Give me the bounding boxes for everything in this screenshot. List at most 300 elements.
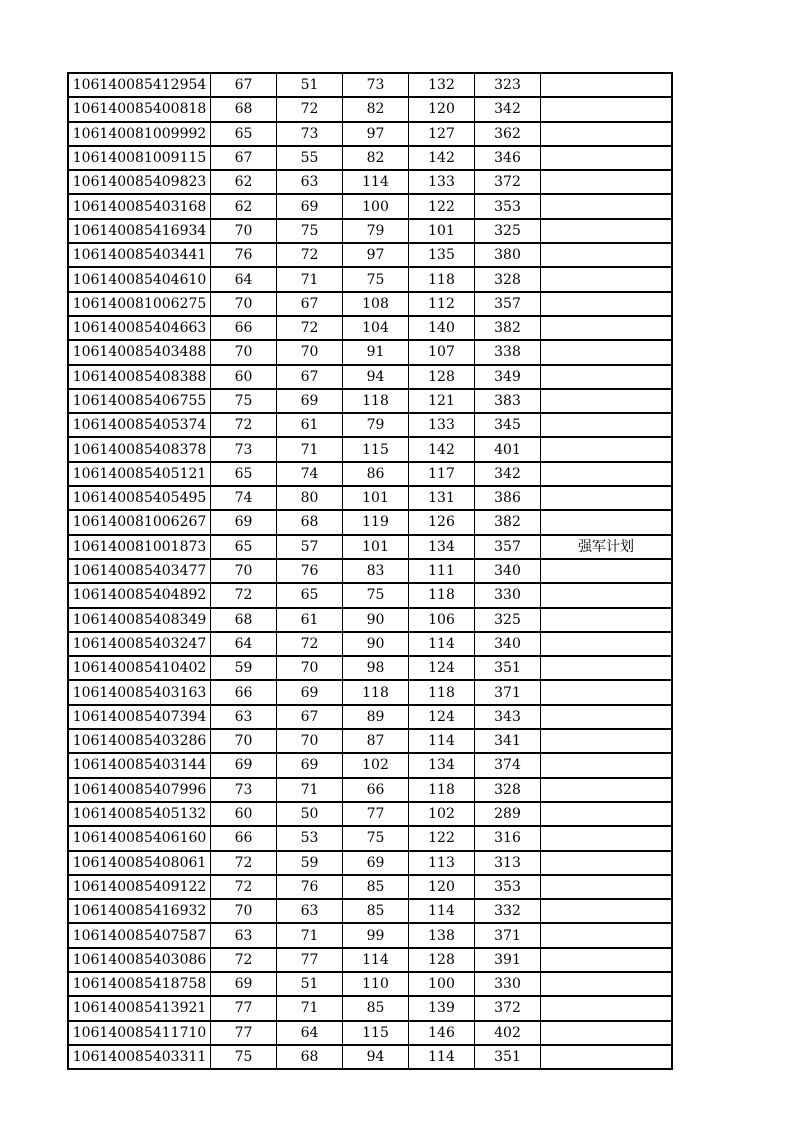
- remark-cell: [541, 680, 673, 704]
- score-cell-4: 111: [409, 559, 475, 583]
- total-score-cell: 401: [475, 437, 541, 461]
- score-cell-1: 72: [211, 851, 277, 875]
- score-cell-4: 139: [409, 996, 475, 1020]
- total-score-cell: 353: [475, 194, 541, 218]
- score-cell-3: 75: [343, 267, 409, 291]
- candidate-id-cell: 106140081006275: [68, 292, 211, 316]
- score-cell-4: 133: [409, 413, 475, 437]
- candidate-id-cell: 106140085408061: [68, 851, 211, 875]
- score-cell-1: 70: [211, 219, 277, 243]
- score-cell-2: 53: [277, 826, 343, 850]
- score-cell-3: 82: [343, 146, 409, 170]
- candidate-id-cell: 106140085410402: [68, 656, 211, 680]
- score-cell-2: 57: [277, 535, 343, 559]
- score-cell-4: 142: [409, 146, 475, 170]
- score-cell-1: 60: [211, 802, 277, 826]
- score-cell-2: 69: [277, 753, 343, 777]
- candidate-id-cell: 106140085407587: [68, 923, 211, 947]
- score-cell-3: 75: [343, 583, 409, 607]
- score-cell-2: 67: [277, 292, 343, 316]
- remark-cell: [541, 559, 673, 583]
- score-cell-4: 113: [409, 851, 475, 875]
- candidate-id-cell: 106140085403441: [68, 243, 211, 267]
- score-cell-2: 61: [277, 608, 343, 632]
- score-cell-1: 65: [211, 122, 277, 146]
- table-row: [68, 146, 672, 170]
- score-cell-3: 79: [343, 219, 409, 243]
- score-cell-2: 69: [277, 389, 343, 413]
- score-cell-1: 76: [211, 243, 277, 267]
- candidate-id-cell: 106140085403286: [68, 729, 211, 753]
- score-cell-2: 63: [277, 170, 343, 194]
- table-row: [68, 194, 672, 218]
- score-cell-2: 74: [277, 462, 343, 486]
- table-row: [68, 559, 672, 583]
- candidate-id-cell: 106140081006267: [68, 510, 211, 534]
- score-cell-1: 64: [211, 632, 277, 656]
- remark-cell: [541, 1045, 673, 1069]
- score-cell-2: 70: [277, 340, 343, 364]
- score-cell-4: 126: [409, 510, 475, 534]
- score-cell-2: 59: [277, 851, 343, 875]
- score-cell-2: 76: [277, 559, 343, 583]
- score-cell-3: 98: [343, 656, 409, 680]
- total-score-cell: 328: [475, 267, 541, 291]
- score-cell-4: 122: [409, 826, 475, 850]
- remark-cell: [541, 802, 673, 826]
- score-cell-2: 72: [277, 316, 343, 340]
- candidate-id-cell: 106140085409122: [68, 875, 211, 899]
- candidate-id-cell: 106140085413921: [68, 996, 211, 1020]
- score-cell-2: 77: [277, 948, 343, 972]
- score-cell-3: 99: [343, 923, 409, 947]
- score-cell-2: 64: [277, 1021, 343, 1045]
- total-score-cell: 382: [475, 510, 541, 534]
- total-score-cell: 340: [475, 632, 541, 656]
- remark-cell: [541, 73, 673, 97]
- score-cell-1: 72: [211, 413, 277, 437]
- total-score-cell: 357: [475, 535, 541, 559]
- score-cell-2: 69: [277, 680, 343, 704]
- score-cell-1: 75: [211, 1045, 277, 1069]
- table-row: [68, 1045, 672, 1069]
- remark-cell: [541, 365, 673, 389]
- score-cell-3: 75: [343, 826, 409, 850]
- remark-cell: [541, 875, 673, 899]
- score-cell-3: 83: [343, 559, 409, 583]
- table-row: [68, 97, 672, 121]
- score-cell-2: 76: [277, 875, 343, 899]
- candidate-id-cell: 106140085403311: [68, 1045, 211, 1069]
- total-score-cell: 351: [475, 656, 541, 680]
- table-row: [68, 851, 672, 875]
- total-score-cell: 374: [475, 753, 541, 777]
- total-score-cell: 362: [475, 122, 541, 146]
- table-row: [68, 948, 672, 972]
- score-cell-1: 72: [211, 948, 277, 972]
- score-cell-3: 82: [343, 97, 409, 121]
- candidate-id-cell: 106140085404610: [68, 267, 211, 291]
- score-cell-1: 70: [211, 729, 277, 753]
- table-row: [68, 632, 672, 656]
- remark-cell: 强军计划: [541, 535, 673, 559]
- table-row: [68, 899, 672, 923]
- score-cell-4: 114: [409, 729, 475, 753]
- score-cell-4: 140: [409, 316, 475, 340]
- total-score-cell: 323: [475, 73, 541, 97]
- remark-cell: [541, 826, 673, 850]
- score-cell-1: 77: [211, 996, 277, 1020]
- score-cell-4: 120: [409, 97, 475, 121]
- remark-cell: [541, 923, 673, 947]
- score-cell-3: 90: [343, 632, 409, 656]
- score-cell-2: 71: [277, 923, 343, 947]
- score-cell-1: 66: [211, 826, 277, 850]
- score-cell-4: 124: [409, 705, 475, 729]
- remark-cell: [541, 632, 673, 656]
- remark-cell: [541, 729, 673, 753]
- score-cell-2: 55: [277, 146, 343, 170]
- score-cell-2: 72: [277, 243, 343, 267]
- score-cell-3: 114: [343, 948, 409, 972]
- score-cell-4: 133: [409, 170, 475, 194]
- score-cell-1: 72: [211, 583, 277, 607]
- score-cell-3: 79: [343, 413, 409, 437]
- remark-cell: [541, 267, 673, 291]
- score-cell-1: 72: [211, 875, 277, 899]
- remark-cell: [541, 899, 673, 923]
- candidate-id-cell: 106140085400818: [68, 97, 211, 121]
- score-cell-2: 67: [277, 705, 343, 729]
- total-score-cell: 338: [475, 340, 541, 364]
- table-row: [68, 510, 672, 534]
- score-cell-2: 61: [277, 413, 343, 437]
- total-score-cell: 357: [475, 292, 541, 316]
- score-cell-3: 104: [343, 316, 409, 340]
- score-cell-3: 108: [343, 292, 409, 316]
- table-row: [68, 875, 672, 899]
- table-row: [68, 923, 672, 947]
- score-cell-4: 131: [409, 486, 475, 510]
- score-cell-2: 71: [277, 996, 343, 1020]
- score-cell-4: 134: [409, 753, 475, 777]
- score-cell-3: 115: [343, 1021, 409, 1045]
- score-cell-1: 64: [211, 267, 277, 291]
- score-cell-1: 66: [211, 680, 277, 704]
- table-row: [68, 170, 672, 194]
- score-cell-3: 100: [343, 194, 409, 218]
- remark-cell: [541, 292, 673, 316]
- total-score-cell: 330: [475, 972, 541, 996]
- score-cell-4: 134: [409, 535, 475, 559]
- total-score-cell: 328: [475, 778, 541, 802]
- score-cell-1: 73: [211, 437, 277, 461]
- remark-cell: [541, 996, 673, 1020]
- score-cell-3: 115: [343, 437, 409, 461]
- total-score-cell: 402: [475, 1021, 541, 1045]
- score-cell-3: 102: [343, 753, 409, 777]
- table-row: [68, 243, 672, 267]
- score-cell-3: 101: [343, 486, 409, 510]
- score-cell-4: 114: [409, 899, 475, 923]
- total-score-cell: 351: [475, 1045, 541, 1069]
- candidate-id-cell: 106140085407996: [68, 778, 211, 802]
- score-cell-4: 127: [409, 122, 475, 146]
- score-cell-3: 94: [343, 1045, 409, 1069]
- candidate-id-cell: 106140085408349: [68, 608, 211, 632]
- table-row: [68, 413, 672, 437]
- candidate-id-cell: 106140085416934: [68, 219, 211, 243]
- score-cell-1: 60: [211, 365, 277, 389]
- score-cell-2: 80: [277, 486, 343, 510]
- total-score-cell: 313: [475, 851, 541, 875]
- candidate-id-cell: 106140085405121: [68, 462, 211, 486]
- score-cell-1: 63: [211, 705, 277, 729]
- total-score-cell: 289: [475, 802, 541, 826]
- remark-cell: [541, 97, 673, 121]
- score-cell-4: 135: [409, 243, 475, 267]
- table-row: [68, 996, 672, 1020]
- table-row: [68, 292, 672, 316]
- remark-cell: [541, 146, 673, 170]
- remark-cell: [541, 583, 673, 607]
- score-cell-1: 75: [211, 389, 277, 413]
- score-cell-4: 101: [409, 219, 475, 243]
- candidate-id-cell: 106140085403477: [68, 559, 211, 583]
- score-cell-4: 146: [409, 1021, 475, 1045]
- total-score-cell: 325: [475, 608, 541, 632]
- score-cell-4: 118: [409, 267, 475, 291]
- total-score-cell: 383: [475, 389, 541, 413]
- score-cell-1: 68: [211, 608, 277, 632]
- score-cell-1: 66: [211, 316, 277, 340]
- table-row: [68, 535, 672, 559]
- table-row: [68, 1021, 672, 1045]
- candidate-id-cell: 106140085404892: [68, 583, 211, 607]
- score-cell-4: 117: [409, 462, 475, 486]
- score-cell-1: 70: [211, 292, 277, 316]
- score-cell-3: 110: [343, 972, 409, 996]
- score-cell-4: 114: [409, 632, 475, 656]
- total-score-cell: 325: [475, 219, 541, 243]
- remark-cell: [541, 948, 673, 972]
- table-row: [68, 365, 672, 389]
- candidate-id-cell: 106140085418758: [68, 972, 211, 996]
- candidate-id-cell: 106140085403163: [68, 680, 211, 704]
- score-cell-1: 74: [211, 486, 277, 510]
- candidate-id-cell: 106140081009992: [68, 122, 211, 146]
- score-cell-1: 67: [211, 73, 277, 97]
- candidate-id-cell: 106140085406160: [68, 826, 211, 850]
- total-score-cell: 332: [475, 899, 541, 923]
- score-cell-2: 72: [277, 632, 343, 656]
- score-cell-4: 106: [409, 608, 475, 632]
- table-row: [68, 705, 672, 729]
- total-score-cell: 372: [475, 996, 541, 1020]
- remark-cell: [541, 462, 673, 486]
- table-row: [68, 389, 672, 413]
- score-cell-2: 70: [277, 729, 343, 753]
- score-cell-4: 128: [409, 365, 475, 389]
- score-cell-2: 71: [277, 778, 343, 802]
- table-row: [68, 122, 672, 146]
- table-row: [68, 486, 672, 510]
- remark-cell: [541, 122, 673, 146]
- total-score-cell: 342: [475, 462, 541, 486]
- score-table: [67, 72, 673, 1070]
- score-cell-1: 65: [211, 535, 277, 559]
- remark-cell: [541, 608, 673, 632]
- table-row: [68, 462, 672, 486]
- score-cell-3: 85: [343, 875, 409, 899]
- score-cell-4: 128: [409, 948, 475, 972]
- total-score-cell: 380: [475, 243, 541, 267]
- score-cell-3: 73: [343, 73, 409, 97]
- score-cell-4: 118: [409, 778, 475, 802]
- score-cell-4: 100: [409, 972, 475, 996]
- remark-cell: [541, 340, 673, 364]
- score-cell-2: 51: [277, 972, 343, 996]
- score-cell-4: 142: [409, 437, 475, 461]
- score-cell-4: 118: [409, 583, 475, 607]
- remark-cell: [541, 194, 673, 218]
- score-cell-1: 69: [211, 510, 277, 534]
- total-score-cell: 371: [475, 923, 541, 947]
- table-row: [68, 826, 672, 850]
- score-cell-3: 94: [343, 365, 409, 389]
- candidate-id-cell: 106140085407394: [68, 705, 211, 729]
- remark-cell: [541, 851, 673, 875]
- score-cell-1: 70: [211, 559, 277, 583]
- score-cell-3: 118: [343, 680, 409, 704]
- score-cell-1: 73: [211, 778, 277, 802]
- total-score-cell: 343: [475, 705, 541, 729]
- score-cell-2: 68: [277, 510, 343, 534]
- candidate-id-cell: 106140085408378: [68, 437, 211, 461]
- total-score-cell: 391: [475, 948, 541, 972]
- score-table-body: [68, 73, 672, 1069]
- score-cell-4: 120: [409, 875, 475, 899]
- remark-cell: [541, 510, 673, 534]
- score-cell-4: 112: [409, 292, 475, 316]
- candidate-id-cell: 106140085416932: [68, 899, 211, 923]
- remark-cell: [541, 316, 673, 340]
- score-cell-3: 118: [343, 389, 409, 413]
- score-cell-2: 75: [277, 219, 343, 243]
- score-cell-1: 70: [211, 899, 277, 923]
- candidate-id-cell: 106140085405132: [68, 802, 211, 826]
- candidate-id-cell: 106140085406755: [68, 389, 211, 413]
- score-cell-4: 102: [409, 802, 475, 826]
- remark-cell: [541, 170, 673, 194]
- score-cell-4: 124: [409, 656, 475, 680]
- score-cell-3: 89: [343, 705, 409, 729]
- score-cell-3: 97: [343, 243, 409, 267]
- remark-cell: [541, 413, 673, 437]
- candidate-id-cell: 106140085411710: [68, 1021, 211, 1045]
- total-score-cell: 371: [475, 680, 541, 704]
- score-cell-4: 107: [409, 340, 475, 364]
- candidate-id-cell: 106140085403144: [68, 753, 211, 777]
- remark-cell: [541, 778, 673, 802]
- score-cell-3: 119: [343, 510, 409, 534]
- score-cell-1: 69: [211, 753, 277, 777]
- table-row: [68, 316, 672, 340]
- score-cell-4: 121: [409, 389, 475, 413]
- score-cell-3: 90: [343, 608, 409, 632]
- table-row: [68, 583, 672, 607]
- score-cell-2: 71: [277, 437, 343, 461]
- remark-cell: [541, 705, 673, 729]
- score-cell-1: 77: [211, 1021, 277, 1045]
- remark-cell: [541, 437, 673, 461]
- candidate-id-cell: 106140085408388: [68, 365, 211, 389]
- score-cell-3: 91: [343, 340, 409, 364]
- score-cell-4: 132: [409, 73, 475, 97]
- total-score-cell: 345: [475, 413, 541, 437]
- score-cell-2: 65: [277, 583, 343, 607]
- score-cell-3: 85: [343, 996, 409, 1020]
- remark-cell: [541, 243, 673, 267]
- score-cell-4: 118: [409, 680, 475, 704]
- table-row: [68, 680, 672, 704]
- table-row: [68, 437, 672, 461]
- score-cell-3: 77: [343, 802, 409, 826]
- score-cell-1: 67: [211, 146, 277, 170]
- remark-cell: [541, 1021, 673, 1045]
- total-score-cell: 341: [475, 729, 541, 753]
- table-row: [68, 219, 672, 243]
- candidate-id-cell: 106140085405374: [68, 413, 211, 437]
- score-cell-3: 114: [343, 170, 409, 194]
- score-cell-2: 50: [277, 802, 343, 826]
- score-cell-3: 97: [343, 122, 409, 146]
- table-row: [68, 778, 672, 802]
- score-cell-3: 101: [343, 535, 409, 559]
- score-cell-1: 63: [211, 923, 277, 947]
- score-cell-3: 87: [343, 729, 409, 753]
- score-cell-1: 70: [211, 340, 277, 364]
- table-row: [68, 608, 672, 632]
- score-cell-2: 69: [277, 194, 343, 218]
- total-score-cell: 382: [475, 316, 541, 340]
- score-cell-1: 65: [211, 462, 277, 486]
- table-row: [68, 267, 672, 291]
- table-row: [68, 972, 672, 996]
- score-cell-2: 68: [277, 1045, 343, 1069]
- table-row: [68, 73, 672, 97]
- score-cell-2: 51: [277, 73, 343, 97]
- total-score-cell: 330: [475, 583, 541, 607]
- candidate-id-cell: 106140085403247: [68, 632, 211, 656]
- total-score-cell: 349: [475, 365, 541, 389]
- remark-cell: [541, 486, 673, 510]
- total-score-cell: 386: [475, 486, 541, 510]
- table-row: [68, 753, 672, 777]
- remark-cell: [541, 753, 673, 777]
- score-cell-1: 68: [211, 97, 277, 121]
- total-score-cell: 346: [475, 146, 541, 170]
- score-cell-3: 66: [343, 778, 409, 802]
- score-cell-3: 86: [343, 462, 409, 486]
- candidate-id-cell: 106140081001873: [68, 535, 211, 559]
- score-cell-2: 63: [277, 899, 343, 923]
- score-cell-4: 114: [409, 1045, 475, 1069]
- total-score-cell: 372: [475, 170, 541, 194]
- candidate-id-cell: 106140085403488: [68, 340, 211, 364]
- candidate-id-cell: 106140085403086: [68, 948, 211, 972]
- score-cell-2: 72: [277, 97, 343, 121]
